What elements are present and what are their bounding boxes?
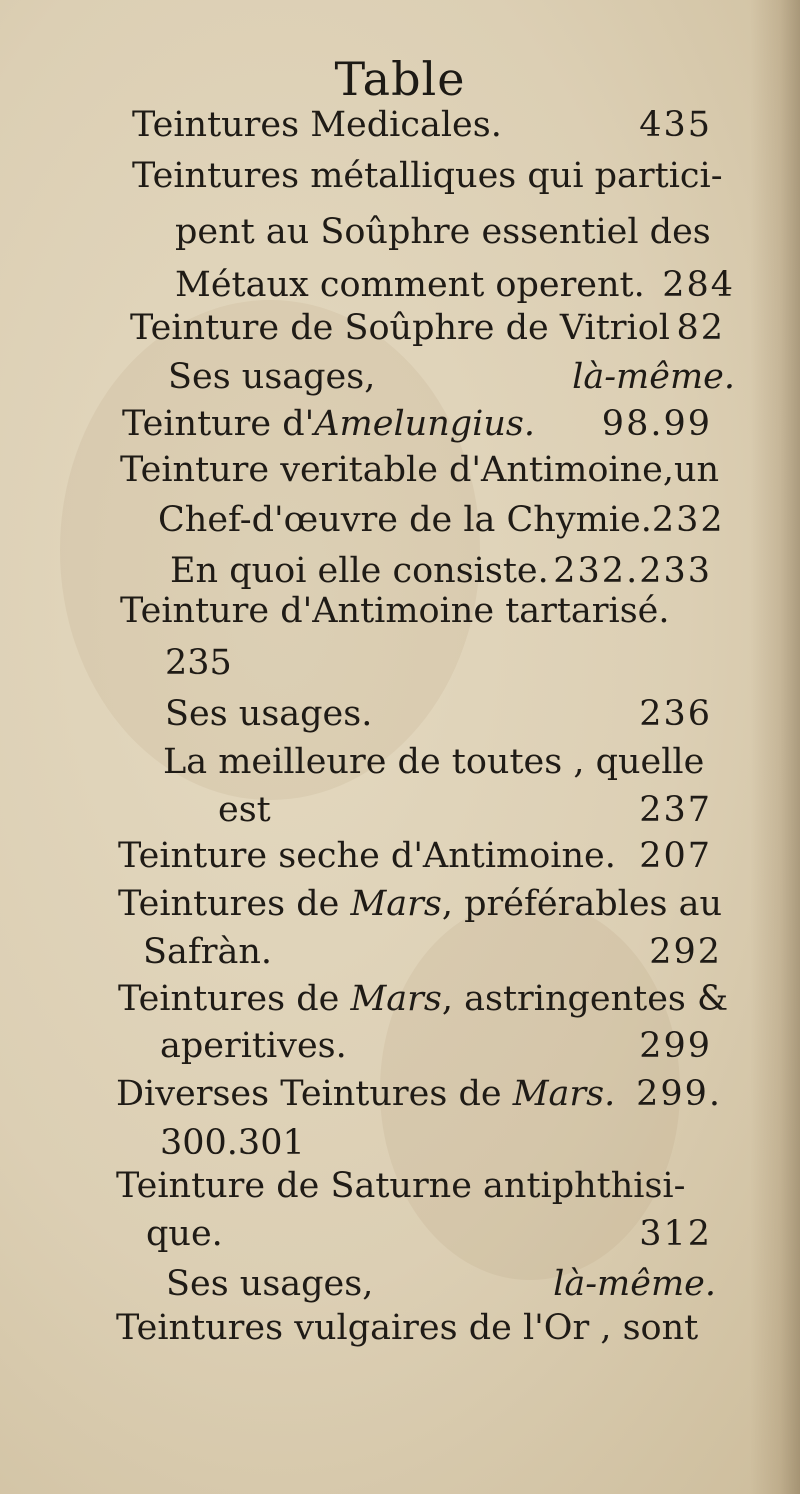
index-entry xyxy=(218,788,712,832)
entry-label: Diverses Teintures de xyxy=(116,1074,513,1114)
index-entry xyxy=(165,692,712,736)
index-entry xyxy=(168,355,735,399)
page-number: 236 xyxy=(639,694,712,734)
index-entry xyxy=(130,306,725,350)
index-entry xyxy=(118,977,728,1021)
entry-label-continued: , astringentes & xyxy=(441,979,729,1019)
page-number: 237 xyxy=(639,790,712,830)
entry-label: 235 xyxy=(165,643,232,683)
entry-label: Teinture veritable d'Antimoine,un xyxy=(120,450,720,490)
entry-label: Teintures vulgaires de l'Or , sont xyxy=(116,1308,699,1348)
entry-label-continued: , préférables au xyxy=(441,884,723,924)
cross-reference: là-même. xyxy=(572,357,735,397)
entry-label: Teintures métalliques qui partici- xyxy=(132,156,723,196)
entry-text xyxy=(120,450,719,490)
page-title: Table xyxy=(334,52,466,106)
index-entry xyxy=(132,103,712,147)
index-entry xyxy=(170,549,712,593)
entry-text xyxy=(116,1072,615,1116)
entry-label: Ses usages. xyxy=(165,694,373,734)
page-number: 312 xyxy=(639,1214,712,1254)
index-entry xyxy=(116,1306,698,1350)
page-number: 232 xyxy=(651,500,725,540)
index-entry xyxy=(122,402,712,446)
entry-label: Teinture d' xyxy=(122,404,315,444)
index-entry xyxy=(163,740,704,784)
cross-reference: là-même. xyxy=(553,1264,716,1304)
entry-label: La meilleure de toutes , quelle xyxy=(163,742,705,782)
entry-italic-term: Mars. xyxy=(512,1074,616,1114)
index-entry xyxy=(175,210,711,254)
entry-text xyxy=(158,498,652,542)
entry-label: est xyxy=(218,790,271,830)
entry-text xyxy=(165,643,232,683)
entry-label: En quoi elle consiste. xyxy=(170,551,549,591)
index-entry xyxy=(158,498,725,542)
entry-text xyxy=(132,103,502,147)
entry-label: Safràn. xyxy=(143,932,273,972)
entry-text xyxy=(170,549,549,593)
page-number: 82 xyxy=(676,308,725,348)
index-entry xyxy=(160,1024,712,1068)
entry-text xyxy=(118,884,722,924)
page-number: 232.233 xyxy=(553,551,712,591)
entry-label: Teinture de Soûphre de Vitriol xyxy=(130,308,670,348)
entry-label: Ses usages, xyxy=(166,1264,374,1304)
entry-text xyxy=(116,1166,685,1206)
entry-text xyxy=(143,930,272,974)
entry-italic-term: Amelungius. xyxy=(314,404,535,444)
entry-text xyxy=(160,1024,347,1068)
entry-label: Teintures de xyxy=(118,884,351,924)
index-entry xyxy=(175,263,735,307)
page-number: 299. xyxy=(636,1074,722,1114)
entry-label: Teinture seche d'Antimoine. xyxy=(118,836,616,876)
entry-label: Teintures de xyxy=(118,979,351,1019)
entry-italic-term: Mars xyxy=(350,884,442,924)
entry-text xyxy=(166,1262,373,1306)
entry-text xyxy=(160,1123,305,1163)
index-entry xyxy=(160,1121,305,1165)
entry-text xyxy=(118,834,616,878)
index-entry xyxy=(146,1212,712,1256)
entry-text xyxy=(168,355,375,399)
entry-text xyxy=(116,1308,698,1348)
entry-text xyxy=(165,692,372,736)
index-entry xyxy=(132,154,723,198)
entry-label: aperitives. xyxy=(160,1026,347,1066)
entry-text xyxy=(175,263,645,307)
entry-label: Chef-d'œuvre de la Chymie. xyxy=(158,500,652,540)
index-entry xyxy=(120,589,670,633)
entry-label: Métaux comment operent. xyxy=(175,265,645,305)
entry-text xyxy=(163,742,704,782)
page-number: 435 xyxy=(639,105,712,145)
index-entry xyxy=(116,1072,722,1116)
entry-text xyxy=(120,591,670,631)
page-number: 98.99 xyxy=(601,404,712,444)
page-number: 292 xyxy=(649,932,722,972)
entry-italic-term: Mars xyxy=(350,979,442,1019)
entry-label: Ses usages, xyxy=(168,357,376,397)
entry-label: pent au Soûphre essentiel des xyxy=(175,212,711,252)
entry-text xyxy=(118,979,728,1019)
page-number: 207 xyxy=(639,836,712,876)
index-entry xyxy=(165,641,232,685)
entry-text xyxy=(132,156,723,196)
page-number: 299 xyxy=(639,1026,712,1066)
entry-text xyxy=(218,788,271,832)
index-entry xyxy=(116,1164,685,1208)
entry-label: Teinture d'Antimoine tartarisé. xyxy=(120,591,670,631)
entry-text xyxy=(130,306,670,350)
index-entry xyxy=(118,834,712,878)
entry-text xyxy=(175,212,711,252)
page-gutter-shadow xyxy=(750,0,800,1494)
entry-text xyxy=(122,402,535,446)
index-entry xyxy=(143,930,722,974)
entry-label: que. xyxy=(146,1214,223,1254)
entry-text xyxy=(146,1212,223,1256)
index-entry xyxy=(118,882,722,926)
entry-label: Teintures Medicales. xyxy=(132,105,502,145)
page-number: 284 xyxy=(662,265,735,305)
index-entry xyxy=(120,448,719,492)
entry-label: 300.301 xyxy=(160,1123,305,1163)
index-entry xyxy=(166,1262,716,1306)
entry-label: Teinture de Saturne antiphthisi- xyxy=(116,1166,686,1206)
